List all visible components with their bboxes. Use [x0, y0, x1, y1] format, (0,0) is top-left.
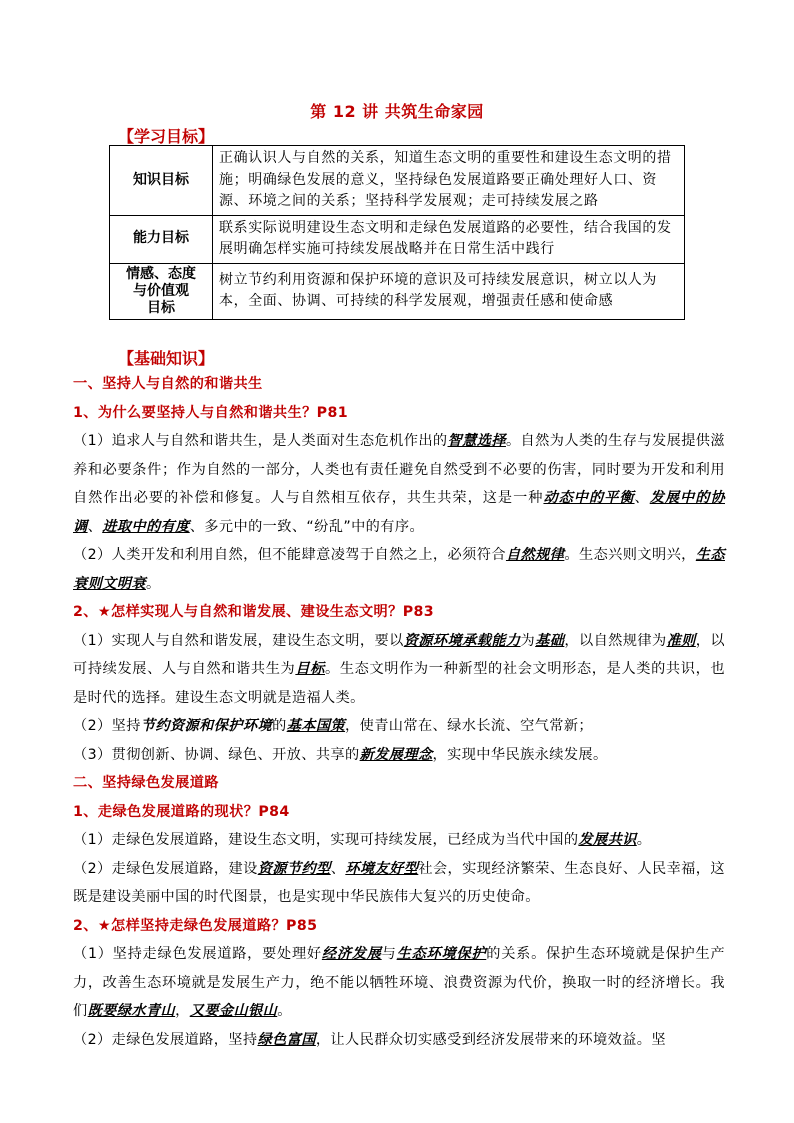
key-term: 资源环境承载能力 [403, 632, 521, 649]
page-title: 第 12 讲 共筑生命家园 [310, 102, 484, 121]
question-title: 1、为什么要坚持人与自然和谐共生？P81 [73, 404, 349, 421]
text-run: 、 [634, 490, 650, 506]
text-run: （1）追求人与自然和谐共生，是人类面对生态危机作出的 [73, 433, 448, 449]
text-run: ，以自然规律为 [564, 632, 667, 649]
key-term: 既要绿水青山 [87, 1003, 176, 1019]
goal-label-ability: 能力目标 [110, 215, 213, 263]
question-title: 2、★怎样实现人与自然和谐发展、建设生态文明？P83 [73, 604, 435, 620]
text-run: ，让人民群众切实感受到经济发展带来的环境效益。坚 [315, 1031, 666, 1048]
key-term: 生态衰则文明衰 [73, 547, 725, 592]
key-term: 进取中的有度 [102, 518, 190, 535]
key-term: 生态环境保护 [396, 946, 487, 962]
key-term: 自然规律 [505, 547, 565, 563]
text-run: 为 [520, 632, 536, 649]
paragraph [73, 826, 725, 855]
key-term: 智慧选择 [447, 433, 506, 449]
paragraph [73, 427, 725, 541]
text-run: （2）坚持 [73, 718, 141, 734]
key-term: 环境友好型 [345, 860, 419, 877]
paragraph [73, 541, 725, 598]
paragraph [73, 940, 725, 1026]
star-icon: ★ [97, 917, 111, 934]
text-run: （2）人类开发和利用自然，但不能肆意凌驾于自然之上，必须符合 [73, 547, 506, 563]
key-term: 又要金山银山 [189, 1003, 278, 1019]
text-run: （1）坚持走绿色发展道路，要处理好 [73, 946, 322, 962]
text-run: ，实现中华民族永续发展。 [432, 746, 608, 763]
text-run: 与 [381, 946, 397, 962]
table-row [110, 263, 685, 319]
text-run: （3）贯彻创新、协调、绿色、开放、共享的 [73, 746, 360, 763]
learning-goals-table [109, 145, 685, 320]
goal-text-ability: 联系实际说明建设生态文明和走绿色发展道路的必要性，结合我国的发展明确怎样实施可持续发展战略并在日常生活中践行 [213, 215, 685, 263]
text-run: （1）实现人与自然和谐发展，建设生态文明，要以 [73, 632, 404, 649]
paragraph [73, 1026, 725, 1055]
goal-label-knowledge: 知识目标 [110, 146, 213, 216]
text-run: （2）走绿色发展道路，建设 [73, 860, 258, 877]
table-row [110, 146, 685, 216]
basic-knowledge-header: 【基础知识】 [118, 349, 215, 368]
basic-knowledge-content [73, 370, 725, 1054]
text-run: 的关系。保护生态环境就是保护生产力，改善生态环境就是发展生产力，绝不能以牺牲环境、浪费资源为代价，换取一时的经济增长。我们 [73, 946, 726, 1019]
goal-label-emotion-line: 情感、态度 [126, 265, 196, 282]
table-row [110, 215, 685, 263]
text-run: ，以可持续发展、人与自然和谐共生为 [73, 632, 725, 677]
text-run: （2）走绿色发展道路，坚持 [73, 1031, 258, 1048]
key-term: 经济发展 [321, 946, 382, 962]
key-term: 发展共识 [578, 832, 637, 848]
text-run: ， [175, 1003, 190, 1019]
section-title: 二、坚持绿色发展道路 [73, 775, 219, 791]
text-run: 、 [87, 518, 103, 535]
text-run: 2、 [73, 917, 98, 934]
paragraph [73, 627, 725, 713]
key-term: 绿色富国 [257, 1031, 316, 1048]
question-title [73, 912, 725, 941]
text-run: 、多元中的一致、“纷乱”中的有序。 [189, 518, 425, 535]
key-term: 节约资源和保护环境 [140, 718, 273, 734]
text-run: ，使青山常在、绿水长流、空气常新； [345, 718, 594, 734]
learning-goals-header: 【学习目标】 [118, 127, 215, 146]
goal-label-emotion [110, 263, 213, 319]
text-run: 。 [636, 832, 652, 848]
question-title: 1、走绿色发展道路的现状？P84 [73, 803, 290, 820]
key-term: 基本国策 [286, 718, 346, 734]
key-term: 资源节约型 [257, 860, 331, 877]
text-run: （1）走绿色发展道路，建设生态文明，实现可持续发展，已经成为当代中国的 [73, 832, 579, 848]
key-term: 基础 [535, 632, 565, 649]
goal-label-emotion-line: 目标 [147, 299, 175, 316]
goal-text-emotion: 树立节约利用资源和保护环境的意识及可持续发展意识，树立以人为本，全面、协调、可持续的科学发展观，增强责任感和使命感 [213, 263, 685, 319]
text-run: 社会，实现经济繁荣、生态良好、人民幸福，这既是建设美丽中国的时代图景，也是实现中华民族伟大复兴的历史使命。 [73, 860, 725, 905]
paragraph [73, 855, 725, 912]
key-term: 准则 [666, 632, 696, 649]
goal-label-emotion-line: 与价值观 [133, 282, 189, 299]
text-run: 。 [145, 575, 161, 592]
text-run: 。自然为人类的生存与发展提供滋养和必要条件；作为自然的一部分，人类也有责任避免自然受到不必要的伤害，同时要为开发和利用自然作出必要的补偿和修复。人与自然相互依存，共生共荣，这是一种 [73, 433, 725, 506]
paragraph [73, 712, 725, 741]
key-term: 发展中的协调 [73, 490, 725, 535]
text-run: 、 [330, 860, 346, 877]
key-term: 动态中的平衡 [543, 490, 635, 506]
key-term: 目标 [295, 661, 325, 677]
text-run: 。生态兴则文明兴， [564, 547, 696, 563]
text-run: 。生态文明作为一种新型的社会文明形态，是人类的共识，也是时代的选择。建设生态文明就是造福人类。 [73, 661, 725, 706]
section-title: 一、坚持人与自然的和谐共生 [73, 376, 263, 392]
goal-text-knowledge: 正确认识人与自然的关系，知道生态文明的重要性和建设生态文明的措施；明确绿色发展的意义，坚持绿色发展道路要正确处理好人口、资源、环境之间的关系；坚持科学发展观；走可持续发展之路 [213, 146, 685, 216]
text-run: 的 [272, 718, 287, 734]
paragraph [73, 741, 725, 770]
key-term: 新发展理念 [359, 746, 433, 763]
text-run: 。 [277, 1003, 292, 1019]
text-run: 怎样坚持走绿色发展道路？P85 [110, 917, 318, 934]
